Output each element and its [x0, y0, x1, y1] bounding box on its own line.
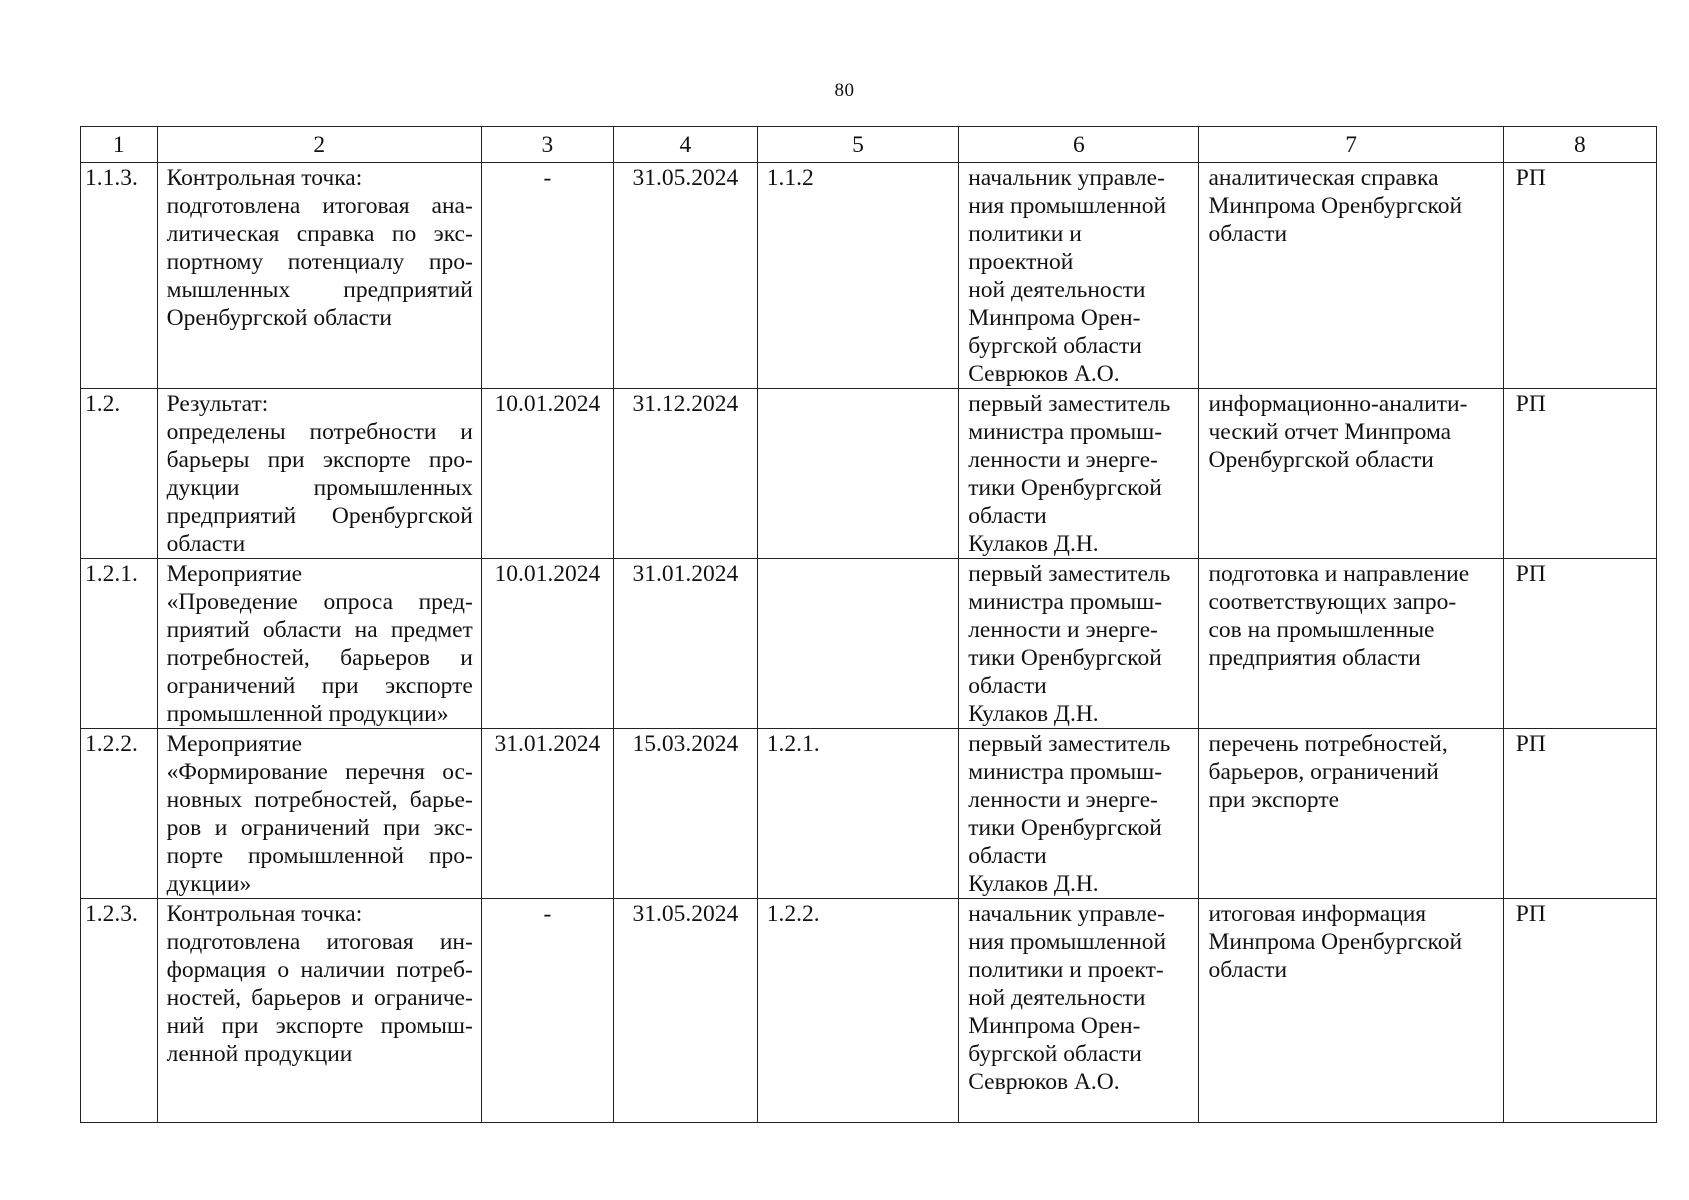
result-document — [1199, 559, 1503, 729]
responsible-line: Кулаков Д.Н. — [968, 531, 1099, 557]
document-line: соответствующих запро- — [1208, 589, 1457, 615]
header-col-3: 3 — [481, 127, 613, 163]
responsible-line: ленности и энерге- — [968, 617, 1158, 643]
header-col-8: 8 — [1503, 127, 1656, 163]
responsible-line: Минпрома Орен- — [968, 1013, 1141, 1039]
name-line: порте промышленной про- — [166, 843, 473, 869]
document-line: сов на промышленные — [1208, 617, 1435, 643]
start-date: 10.01.2024 — [481, 389, 613, 559]
depends-on: 1.1.2 — [757, 163, 958, 389]
responsible-line: бургской области — [968, 1041, 1142, 1067]
document-line: перечень потребностей, — [1208, 731, 1448, 757]
responsible-line: политики и проектной — [968, 221, 1082, 275]
result-document — [1199, 163, 1503, 389]
document-line: при экспорте — [1208, 787, 1340, 813]
row-name — [157, 729, 481, 899]
header-col-6: 6 — [959, 127, 1199, 163]
start-date: 31.01.2024 — [481, 729, 613, 899]
end-date: 31.12.2024 — [614, 389, 758, 559]
document-line: информационно-аналити- — [1208, 391, 1468, 417]
end-date: 31.05.2024 — [614, 163, 758, 389]
row-number: 1.1.3. — [81, 163, 158, 389]
start-date: 10.01.2024 — [481, 559, 613, 729]
responsible-line: Кулаков Д.Н. — [968, 871, 1099, 897]
table-row — [81, 729, 1657, 899]
responsible — [959, 729, 1199, 899]
responsible-line: первый заместитель — [968, 391, 1171, 417]
result-document — [1199, 729, 1503, 899]
row-number: 1.2.3. — [81, 899, 158, 1123]
responsible-line: министра промыш- — [968, 759, 1163, 785]
start-date: - — [481, 899, 613, 1123]
header-col-7: 7 — [1199, 127, 1503, 163]
row-number: 1.2.2. — [81, 729, 158, 899]
name-line: мышленных предприятий — [166, 277, 473, 303]
responsible-line: тики Оренбургской — [968, 475, 1162, 501]
name-line: формация о наличии потреб- — [166, 957, 473, 983]
responsible-line: ния промышленной — [968, 193, 1167, 219]
responsible-line: начальник управле- — [968, 165, 1165, 191]
responsible-line: бургской области — [968, 333, 1142, 359]
name-line: литическая справка по экс- — [166, 221, 473, 247]
responsible — [959, 389, 1199, 559]
header-col-2: 2 — [157, 127, 481, 163]
level-type: РП — [1503, 163, 1656, 389]
level-type: РП — [1503, 559, 1656, 729]
document-line: барьеров, ограничений — [1208, 759, 1439, 785]
name-line: новных потребностей, барье- — [166, 787, 473, 813]
end-date: 31.01.2024 — [614, 559, 758, 729]
responsible-line: Кулаков Д.Н. — [968, 701, 1099, 727]
level-type: РП — [1503, 389, 1656, 559]
name-line: подготовлена итоговая ин- — [166, 929, 473, 955]
responsible-line: тики Оренбургской — [968, 815, 1162, 841]
responsible-line: ной деятельности — [968, 985, 1146, 1011]
responsible-line: ния промышленной — [968, 929, 1167, 955]
table-header-row — [81, 127, 1657, 163]
table-row — [81, 163, 1657, 389]
level-type: РП — [1503, 729, 1656, 899]
responsible-line: первый заместитель — [968, 561, 1171, 587]
responsible-line: Севрюков А.О. — [968, 1069, 1120, 1095]
responsible-line: политики и проект- — [968, 957, 1164, 983]
table-row — [81, 389, 1657, 559]
name-line: ностей, барьеров и ограниче- — [166, 985, 473, 1011]
header-col-5: 5 — [757, 127, 958, 163]
header-col-4: 4 — [614, 127, 758, 163]
name-line: предприятий Оренбургской — [166, 503, 473, 529]
document-line: ческий отчет Минпрома — [1208, 419, 1452, 445]
name-line: «Формирование перечня ос- — [166, 759, 473, 785]
plan-table — [80, 126, 1657, 1123]
document-line: Минпрома Оренбургской — [1208, 193, 1463, 219]
name-line: Контрольная точка: — [166, 165, 363, 191]
row-number: 1.2.1. — [81, 559, 158, 729]
responsible-line: начальник управле- — [968, 901, 1165, 927]
name-line: Мероприятие — [166, 731, 303, 757]
responsible-line: ленности и энерге- — [968, 447, 1158, 473]
depends-on: 1.2.2. — [757, 899, 958, 1123]
name-line: ленной продукции — [166, 1041, 353, 1067]
name-line: Контрольная точка: — [166, 901, 363, 927]
document-line: области — [1208, 957, 1288, 983]
document-line: предприятия области — [1208, 645, 1421, 671]
document-line: итоговая информация — [1208, 901, 1427, 927]
row-number: 1.2. — [81, 389, 158, 559]
responsible-line: Севрюков А.О. — [968, 361, 1120, 387]
responsible-line: первый заместитель — [968, 731, 1171, 757]
responsible-line: области — [968, 503, 1047, 529]
header-col-1: 1 — [81, 127, 158, 163]
responsible-line: тики Оренбургской — [968, 645, 1162, 671]
responsible-line: министра промыш- — [968, 419, 1163, 445]
document-line: аналитическая справка — [1208, 165, 1439, 191]
responsible-line: ленности и энерге- — [968, 787, 1158, 813]
row-name — [157, 899, 481, 1123]
row-name — [157, 163, 481, 389]
responsible-line: Минпрома Орен- — [968, 305, 1141, 331]
result-document — [1199, 389, 1503, 559]
name-line: Результат: — [166, 391, 269, 417]
name-line: Мероприятие — [166, 561, 303, 587]
name-line: ограничений при экспорте — [166, 673, 473, 699]
table-row — [81, 899, 1657, 1123]
row-name — [157, 389, 481, 559]
level-type: РП — [1503, 899, 1656, 1123]
name-line: ний при экспорте промыш- — [166, 1013, 473, 1039]
name-line: барьеры при экспорте про- — [166, 447, 473, 473]
name-line: дукции промышленных — [166, 475, 473, 501]
end-date: 15.03.2024 — [614, 729, 758, 899]
end-date: 31.05.2024 — [614, 899, 758, 1123]
row-name — [157, 559, 481, 729]
name-line: области — [166, 531, 246, 557]
depends-on — [757, 559, 958, 729]
document-line: Минпрома Оренбургской — [1208, 929, 1463, 955]
name-line: портному потенциалу про- — [166, 249, 473, 275]
name-line: «Проведение опроса пред- — [166, 589, 473, 615]
responsible-line: ной деятельности — [968, 277, 1146, 303]
start-date: - — [481, 163, 613, 389]
name-line: дукции» — [166, 871, 252, 897]
name-line: потребностей, барьеров и — [166, 645, 473, 671]
responsible-line: области — [968, 673, 1047, 699]
depends-on: 1.2.1. — [757, 729, 958, 899]
name-line: ров и ограничений при экс- — [166, 815, 473, 841]
responsible — [959, 163, 1199, 389]
name-line: приятий области на предмет — [166, 617, 473, 643]
responsible-line: министра промыш- — [968, 589, 1163, 615]
document-line: Оренбургской области — [1208, 447, 1434, 473]
table-row — [81, 559, 1657, 729]
page-number: 80 — [834, 80, 855, 101]
name-line: промышленной продукции» — [166, 701, 449, 727]
name-line: определены потребности и — [166, 419, 473, 445]
document-line: области — [1208, 221, 1288, 247]
document-line: подготовка и направление — [1208, 561, 1470, 587]
responsible — [959, 559, 1199, 729]
result-document — [1199, 899, 1503, 1123]
responsible-line: области — [968, 843, 1047, 869]
depends-on — [757, 389, 958, 559]
responsible — [959, 899, 1199, 1123]
name-line: подготовлена итоговая ана- — [166, 193, 473, 219]
name-line: Оренбургской области — [166, 305, 392, 331]
